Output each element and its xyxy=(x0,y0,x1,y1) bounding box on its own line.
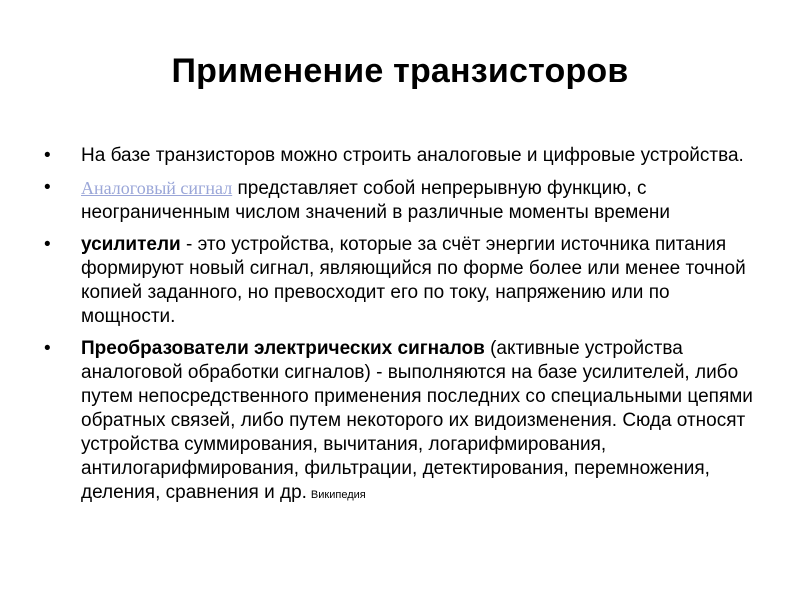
bullet-dot-icon: • xyxy=(44,145,51,166)
bullet-item-2 xyxy=(44,176,764,225)
bullet-item-3 xyxy=(44,233,764,329)
bullet-text: (активные устройства аналоговой обработки сигналов) - выполняются на базе усилителей, либо путем непосредственного применения последних со специальными цепями обратных связей, либо путем некоторого их видоизменения. Сюда относят устройства суммирования, вычитания, логарифмирования, антилогарифмирования, фильтрации, детектирования, перемножения, деления, сравнения и др. xyxy=(81,338,753,503)
source-note: Википедия xyxy=(310,489,366,501)
bullet-term: усилители xyxy=(81,234,181,255)
bullet-list xyxy=(44,144,764,515)
bullet-term: Преобразователи электрических сигналов xyxy=(81,338,485,359)
slide-title: Применение транзисторов xyxy=(171,52,629,90)
analog-signal-link[interactable]: Аналоговый сигнал xyxy=(81,178,233,198)
bullet-text: На базе транзисторов можно строить аналоговые и цифровые устройства. xyxy=(81,145,744,166)
bullet-text: - это устройства, которые за счёт энергии источника питания формируют новый сигнал, являющийся по форме более или менее точной копией заданного, но превосходит его по току, напряжению или по мощности. xyxy=(81,234,746,327)
bullet-dot-icon: • xyxy=(44,338,51,359)
bullet-dot-icon: • xyxy=(44,234,51,255)
bullet-dot-icon: • xyxy=(44,177,51,198)
bullet-text: представляет собой непрерывную функцию, с неограниченным числом значений в различные моменты времени xyxy=(81,178,671,223)
bullet-item-4 xyxy=(44,337,764,507)
bullet-item-1 xyxy=(44,144,764,168)
